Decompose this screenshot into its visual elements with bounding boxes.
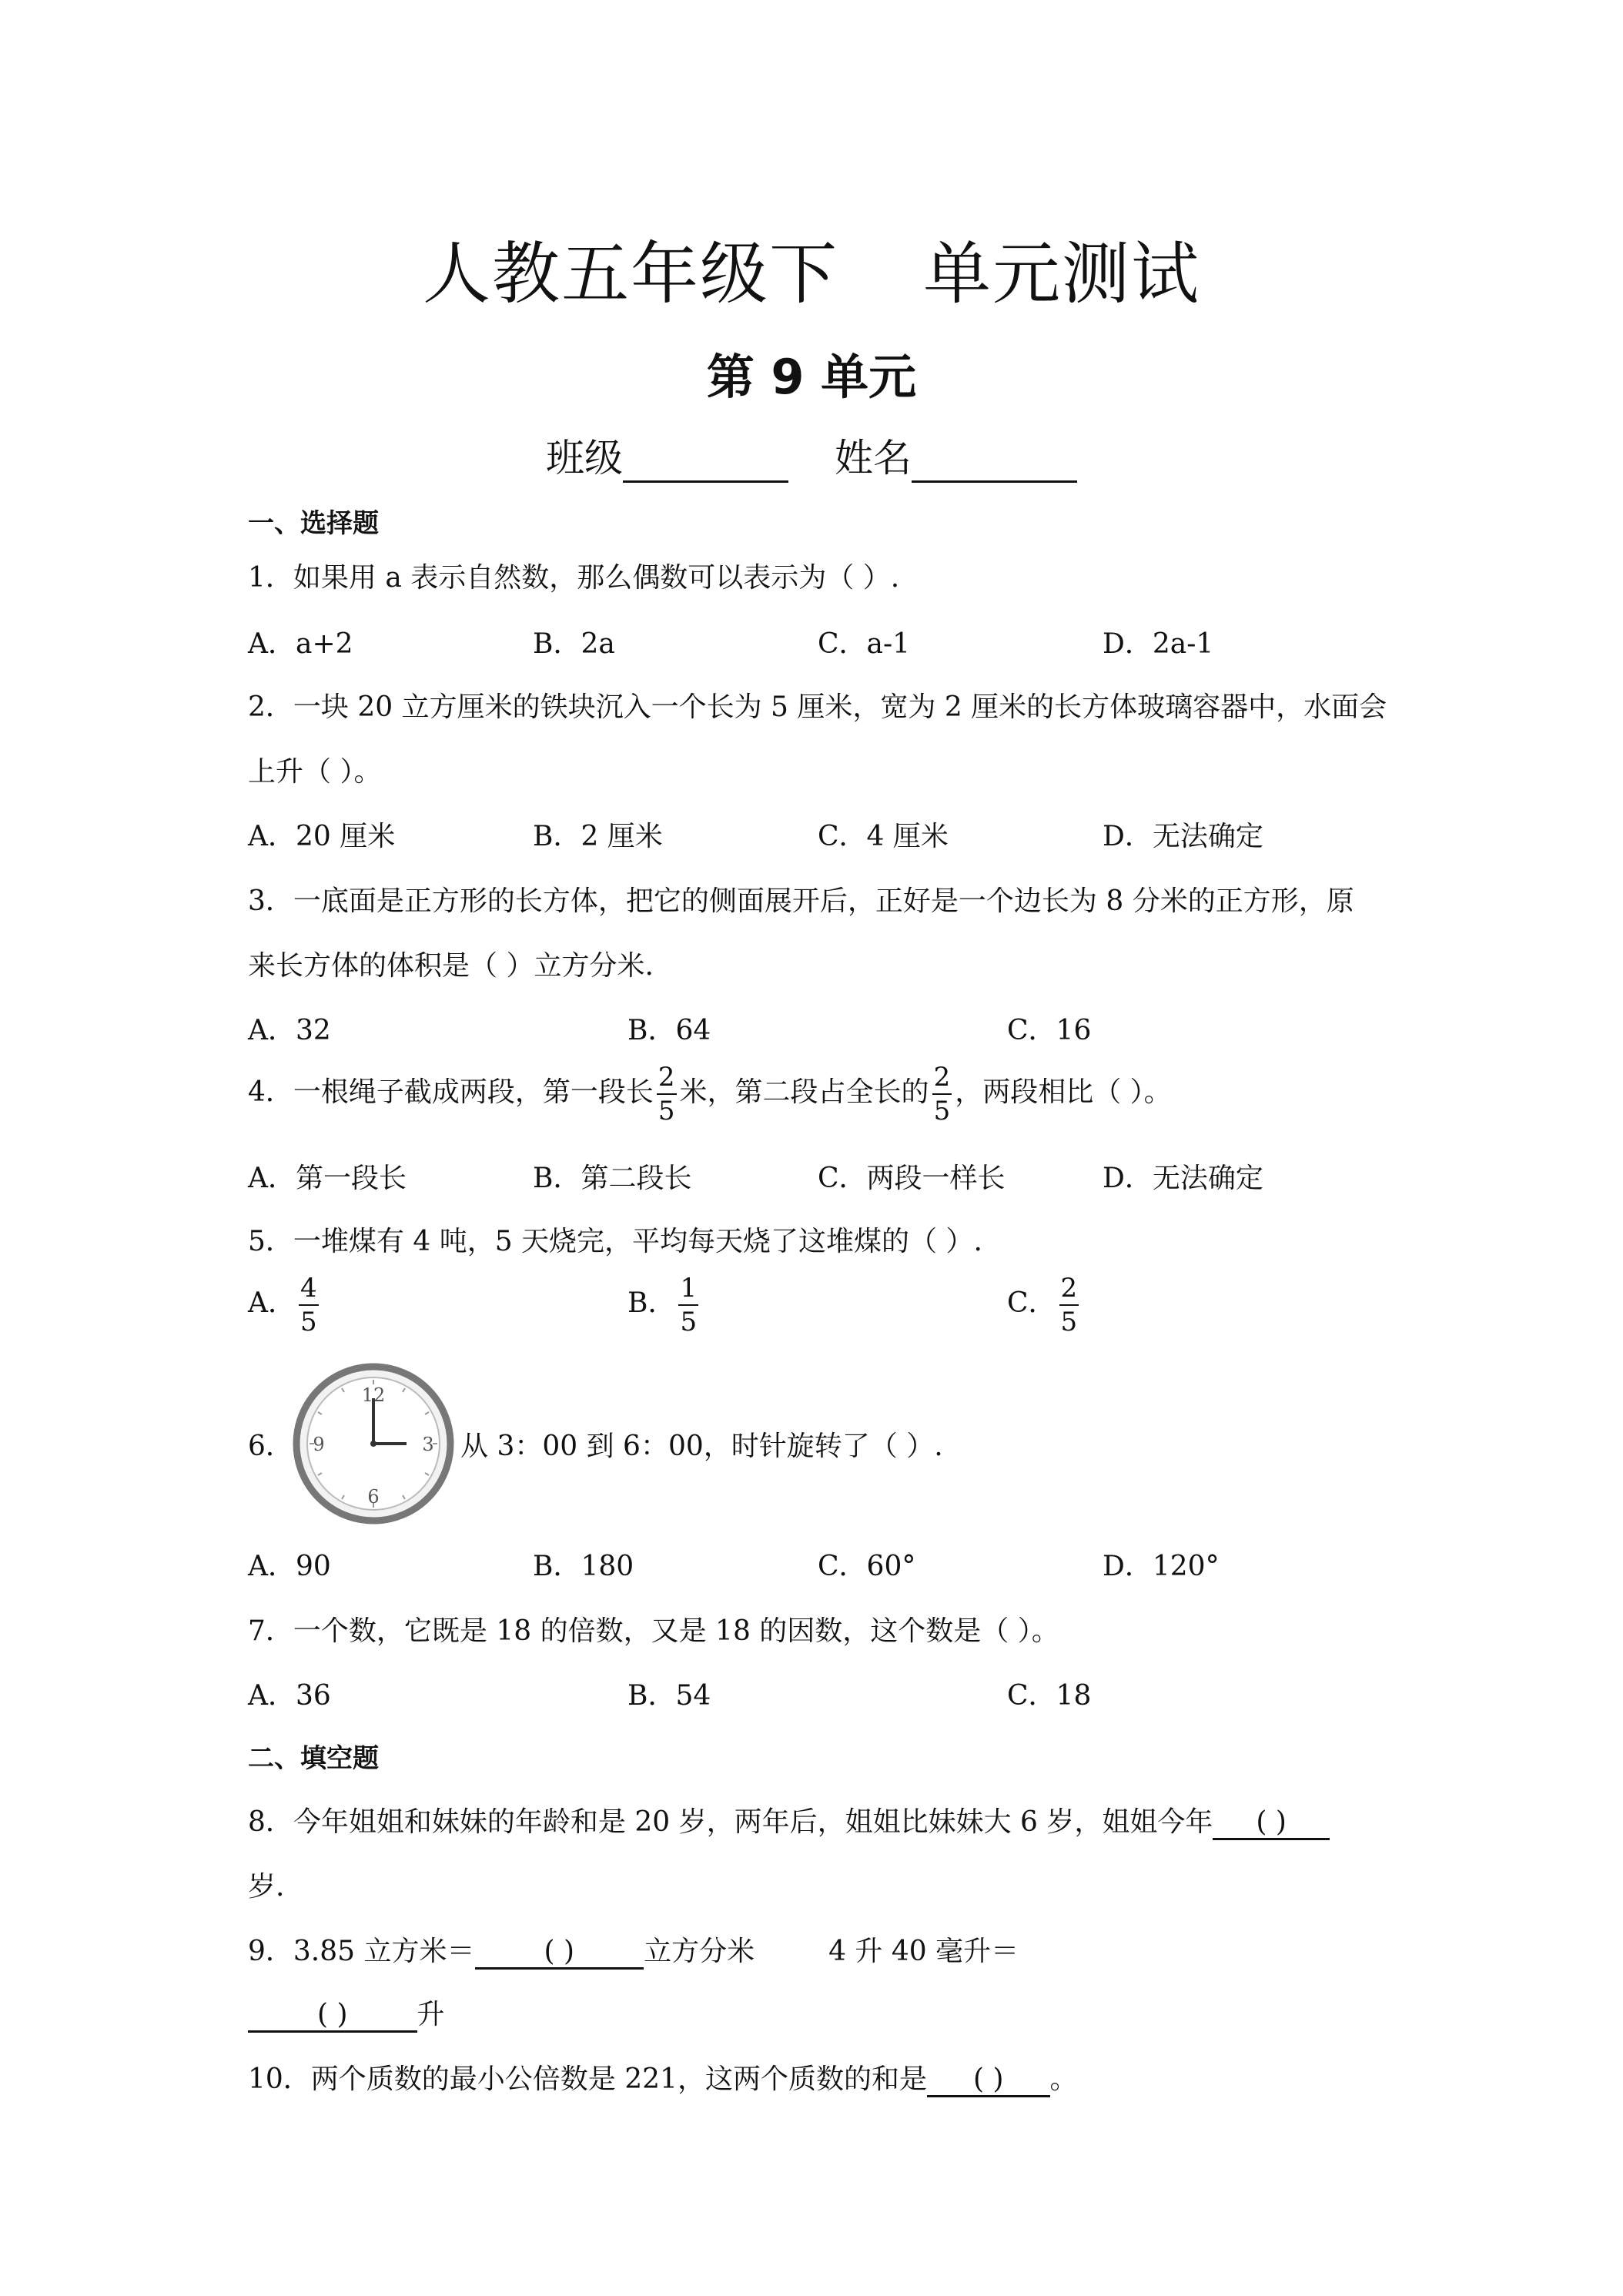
q7-option-b[interactable]: B．54 [627, 1680, 711, 1712]
question-7: 7．一个数，它既是 18 的倍数，又是 18 的因数，这个数是（ ）。 [248, 1615, 1059, 1647]
title-left: 人教五年级下 [422, 234, 838, 313]
section-fill-heading: 二、填空题 [248, 1743, 379, 1774]
question-1: 1．如果用 a 表示自然数，那么偶数可以表示为（ ）. [248, 562, 900, 594]
q9-answer-blank-1[interactable] [475, 1936, 644, 1970]
q10-blank-parens: ( ) [972, 2063, 1004, 2095]
q5-option-b-label: B． [627, 1287, 676, 1319]
student-info [0, 427, 1623, 483]
q4-frac1-numerator: 2 [657, 1064, 677, 1095]
question-3-line-2: 来长方体的体积是（ ）立方分米. [248, 950, 654, 982]
q5-option-c-label: C． [1007, 1287, 1056, 1319]
q9-answer-blank-2[interactable] [248, 1999, 417, 2033]
question-9 [248, 1930, 1019, 1970]
question-10 [248, 2057, 1078, 2097]
q9-blank-2-parens: ( ) [317, 1999, 348, 2030]
q3-option-a[interactable]: A．32 [248, 1015, 331, 1046]
q5-a-denominator: 5 [300, 1307, 317, 1337]
q5-option-c-fraction [1059, 1275, 1079, 1335]
q1-option-b[interactable]: B．2a [533, 628, 615, 660]
q2-option-c[interactable]: C．4 厘米 [818, 821, 949, 852]
question-2-line-2: 上升（ ）。 [248, 756, 382, 788]
q4-fraction-2 [932, 1064, 952, 1124]
q3-option-c[interactable]: C．16 [1007, 1015, 1092, 1046]
q6-option-a[interactable]: A．90 [248, 1551, 331, 1582]
q9-text-1: 9．3.85 立方米＝ [248, 1936, 475, 1967]
class-label: 班级 [546, 436, 623, 480]
q1-option-d[interactable]: D．2a-1 [1103, 628, 1214, 660]
q10-end: 。 [1049, 2063, 1078, 2095]
q5-option-c[interactable] [1007, 1275, 1082, 1335]
question-3-line-1: 3．一底面是正方形的长方体，把它的侧面展开后，正好是一个边长为 8 分米的正方形，原 [248, 885, 1354, 917]
question-9-line-2 [248, 1993, 445, 2033]
title-right: 单元测试 [923, 234, 1201, 313]
q6-option-d[interactable]: D．120° [1103, 1551, 1220, 1582]
name-label: 姓名 [835, 436, 912, 480]
name-blank[interactable] [912, 442, 1077, 483]
q4-fraction-1 [657, 1064, 677, 1124]
question-2-line-1: 2．一块 20 立方厘米的铁块沉入一个长为 5 厘米，宽为 2 厘米的长方体玻璃容器中，水面会 [248, 691, 1387, 723]
q1-option-c[interactable]: C．a-1 [818, 628, 911, 660]
question-4 [248, 1064, 1172, 1124]
q4-frac2-denominator: 5 [933, 1096, 951, 1126]
q3-option-b[interactable]: B．64 [627, 1015, 711, 1046]
q7-option-a[interactable]: A．36 [248, 1680, 331, 1712]
q9-text-3: 4 升 40 毫升＝ [828, 1936, 1019, 1967]
clock-image [291, 1361, 456, 1526]
clock-label-6: 6 [367, 1486, 380, 1508]
q1-option-a[interactable]: A．a+2 [248, 628, 353, 660]
q2-option-d[interactable]: D．无法确定 [1103, 821, 1263, 852]
q10-answer-blank[interactable] [927, 2063, 1050, 2097]
clock-label-12: 12 [361, 1384, 386, 1406]
q4-text-3: ，两段相比（ ）。 [955, 1076, 1172, 1108]
question-6: 从 3：00 到 6：00，时针旋转了（ ）. [460, 1431, 943, 1462]
clock-label-9: 9 [313, 1434, 325, 1455]
class-blank[interactable] [623, 442, 788, 483]
question-5: 5．一堆煤有 4 吨，5 天烧完，平均每天烧了这堆煤的（ ）. [248, 1226, 982, 1257]
q4-option-b[interactable]: B．第二段长 [533, 1163, 692, 1194]
section-choice-heading: 一、选择题 [248, 508, 379, 539]
q5-option-a[interactable] [248, 1275, 322, 1335]
q7-option-c[interactable]: C．18 [1007, 1680, 1092, 1712]
page-title [0, 220, 1623, 317]
q5-option-b[interactable] [627, 1275, 701, 1335]
q5-b-numerator: 1 [678, 1275, 698, 1306]
q8-blank-parens: ( ) [1256, 1806, 1287, 1838]
q4-frac1-denominator: 5 [658, 1096, 675, 1126]
question-8 [248, 1800, 1330, 1840]
question-8-line-2: 岁. [248, 1871, 285, 1903]
q4-option-d[interactable]: D．无法确定 [1103, 1163, 1263, 1194]
q9-text-4: 升 [417, 1999, 445, 2030]
q2-option-b[interactable]: B．2 厘米 [533, 821, 663, 852]
q2-option-a[interactable]: A．20 厘米 [248, 821, 396, 852]
q5-b-denominator: 5 [680, 1307, 698, 1337]
q6-option-b[interactable]: B．180 [533, 1551, 634, 1582]
q5-option-b-fraction [678, 1275, 698, 1335]
clock-label-3: 3 [422, 1434, 434, 1455]
q5-a-numerator: 4 [299, 1275, 319, 1306]
q8-answer-blank[interactable] [1213, 1806, 1330, 1840]
q4-text-2: 米，第二段占全长的 [679, 1076, 929, 1108]
q9-blank-1-parens: ( ) [544, 1936, 575, 1967]
q10-text: 10．两个质数的最小公倍数是 221，这两个质数的和是 [248, 2063, 927, 2095]
q9-text-2: 立方分米 [644, 1936, 755, 1967]
unit-subtitle: 第 9 单元 [706, 349, 917, 405]
q5-c-denominator: 5 [1060, 1307, 1078, 1337]
q4-text-1: 4．一根绳子截成两段，第一段长 [248, 1076, 654, 1108]
q5-c-numerator: 2 [1059, 1275, 1079, 1306]
q4-option-a[interactable]: A．第一段长 [248, 1163, 407, 1194]
q4-frac2-numerator: 2 [932, 1064, 952, 1095]
question-6-number: 6． [248, 1431, 293, 1462]
q8-text: 8．今年姐姐和妹妹的年龄和是 20 岁，两年后，姐姐比妹妹大 6 岁，姐姐今年 [248, 1806, 1213, 1838]
q5-option-a-fraction [299, 1275, 319, 1335]
q6-option-c[interactable]: C．60° [818, 1551, 916, 1582]
q5-option-a-label: A． [248, 1287, 296, 1319]
clock-center [370, 1441, 376, 1447]
q4-option-c[interactable]: C．两段一样长 [818, 1163, 1006, 1194]
